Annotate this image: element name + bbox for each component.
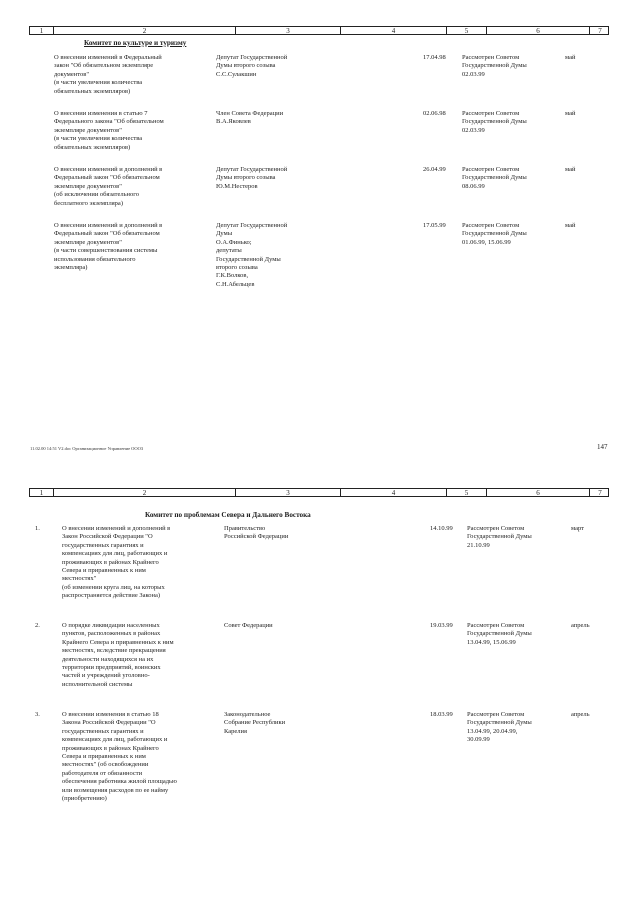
bill-status: Рассмотрен Советом Государственной Думы 21.10.99: [467, 525, 532, 549]
header-col-2: 2: [54, 489, 236, 496]
bill-author: Совет Федерации: [224, 622, 273, 629]
bill-title: О внесении изменения в статью 18 Закона Российской Федерации "О государственных гарантиях и компенсациях для лиц, работающих и проживающих в районах Крайнего Севера и приравненных к ним местностях" (об освобождении работодателя от обязанности обеспечения работника жилой площадью или возмещения расходов по ее найму (приобретению): [62, 711, 177, 803]
bill-month: май: [565, 54, 576, 61]
bill-title: О внесении изменений в Федеральный закон "Об обязательном экземпляре документов" (в части увеличения количества обязательных экземпляров): [54, 54, 162, 95]
bill-status: Рассмотрен Советом Государственной Думы 13.04.99, 15.06.99: [467, 622, 532, 646]
bill-date: 18.03.99: [430, 711, 453, 718]
header-col-6: 6: [487, 27, 590, 34]
bill-author: Законодательное Собрание Республики Карелия: [224, 711, 286, 735]
bill-status: Рассмотрен Советом Государственной Думы 13.04.99, 20.04.99, 30.09.99: [467, 711, 532, 744]
header-col-5: 5: [447, 27, 487, 34]
bill-status: Рассмотрен Советом Государственной Думы 01.06.99, 15.06.99: [462, 222, 527, 246]
row-number: 3.: [35, 711, 40, 718]
header-col-4: 4: [341, 489, 447, 496]
header-col-1: 1: [30, 27, 54, 34]
bill-title: О внесении изменения в статью 7 Федерального закона "Об обязательном экземпляре документов" (в части увеличения количества обязательных экземпляров): [54, 110, 164, 151]
bill-date: 17.04.98: [423, 54, 446, 61]
bill-status: Рассмотрен Советом Государственной Думы 08.06.99: [462, 166, 527, 190]
bill-status: Рассмотрен Советом Государственной Думы 02.03.99: [462, 110, 527, 134]
bill-title: О внесении изменений и дополнений в Федеральный закон "Об обязательном экземпляре документов" (об исключении обязательного бесплатного экземпляра): [54, 166, 163, 207]
row-number: 2.: [35, 622, 40, 629]
header-col-7: 7: [598, 27, 602, 35]
bill-month: апрель: [571, 711, 590, 718]
bill-month: май: [565, 166, 576, 173]
header-col-2: 2: [54, 27, 236, 34]
bill-date: 26.04.99: [423, 166, 446, 173]
section-title: Комитет по культуре и туризму: [84, 39, 187, 47]
header-col-1: 1: [30, 489, 54, 496]
table-header-row: [29, 488, 609, 497]
row-number: 1.: [35, 525, 40, 532]
table-header-row: [29, 26, 609, 35]
bill-date: 14.10.99: [430, 525, 453, 532]
section-title: Комитет по проблемам Севера и Дальнего Востока: [145, 511, 311, 519]
bill-author: Депутат Государственной Думы второго созыва Ю.М.Нестеров: [216, 166, 288, 190]
header-col-7: 7: [598, 489, 602, 497]
bill-date: 17.05.99: [423, 222, 446, 229]
bill-date: 19.03.99: [430, 622, 453, 629]
bill-author: Депутат Государственной Думы О.А.Финько; депутаты Государственной Думы второго созыва Г.К.Волков, С.Н.Абельцев: [216, 222, 288, 288]
page-number: 147: [597, 443, 608, 451]
header-col-3: 3: [236, 27, 341, 34]
bill-month: май: [565, 222, 576, 229]
bill-status: Рассмотрен Советом Государственной Думы 02.03.99: [462, 54, 527, 78]
bill-author: Член Совета Федерации В.А.Яковлев: [216, 110, 284, 126]
header-col-3: 3: [236, 489, 341, 496]
bill-month: апрель: [571, 622, 590, 629]
bill-title: О внесении изменений и дополнений в Закон Российской Федерации "О государственных гарантиях и компенсациях для лиц, работающих и проживающих в районах Крайнего Севера и приравненных к ним местностях" (об изменении круга лиц, на которых распространяется действие Закона): [62, 525, 171, 600]
header-col-5: 5: [447, 489, 487, 496]
bill-author: Депутат Государственной Думы второго созыва С.С.Сулакшин: [216, 54, 288, 78]
header-col-4: 4: [341, 27, 447, 34]
bill-author: Правительство Российской Федерации: [224, 525, 289, 541]
print-stamp: 11.02.00 14:51 V2.doc Организационное Управление ООО3: [30, 446, 144, 451]
bill-title: О порядке ликвидации населенных пунктов, расположенных в районах Крайнего Севера и приравненных к ним местностях, вследствие прекращения деятельности находящихся на их территории предприятий, воинских частей и учреждений уголовно- исполнительной системы: [62, 622, 174, 688]
bill-date: 02.06.98: [423, 110, 446, 117]
header-col-6: 6: [487, 489, 590, 496]
bill-title: О внесении изменений и дополнений в Федеральный закон "Об обязательном экземпляре документов" (в части совершенствования системы использования обязательного экземпляра): [54, 222, 163, 272]
bill-month: март: [571, 525, 584, 532]
bill-month: май: [565, 110, 576, 117]
